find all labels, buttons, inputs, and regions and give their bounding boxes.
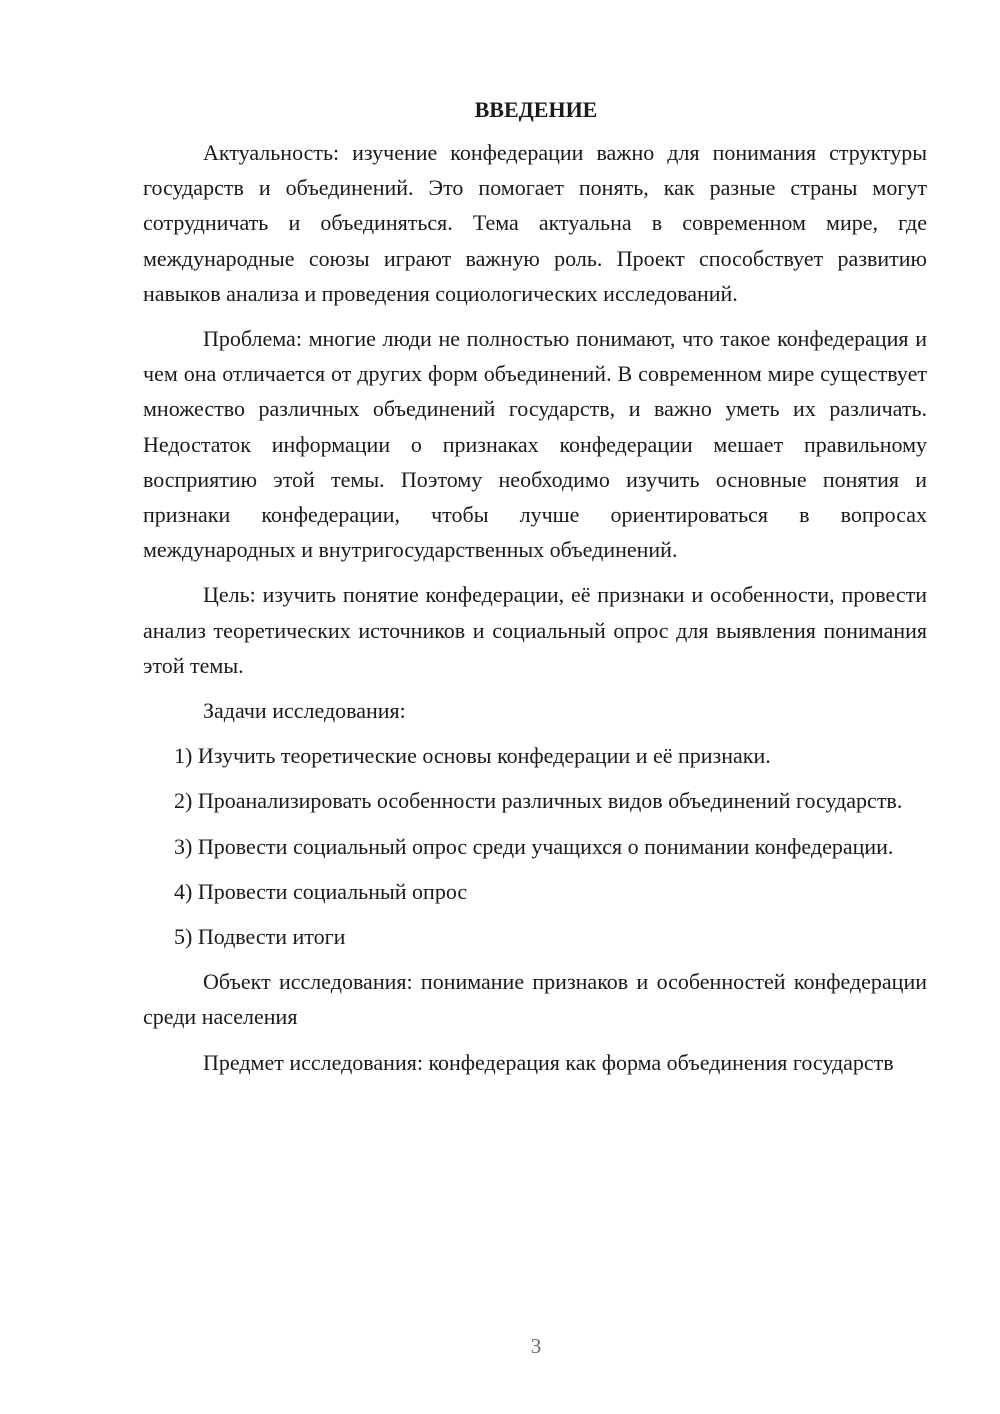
paragraph-subject: Предмет исследования: конфедерация как форма объединения государств <box>203 1049 894 1075</box>
task-item-3: 3) Провести социальный опрос среди учащихся о понимании конфедерации. <box>174 833 894 859</box>
task-item-1: 1) Изучить теоретические основы конфедерации и её признаки. <box>174 743 771 769</box>
tasks-heading: Задачи исследования: <box>203 698 406 724</box>
task-item-4: 4) Провести социальный опрос <box>174 878 468 904</box>
paragraph-object: Объект исследования: понимание признаков и особенностей конфедерации среди населения <box>143 969 927 1030</box>
task-item-5: 5) Подвести итоги <box>174 924 346 950</box>
page-number: 3 <box>530 1334 542 1358</box>
task-item-2: 2) Проанализировать особенности различных видов объединений государств. <box>174 788 903 814</box>
page-content <box>143 95 927 1090</box>
section-title: ВВЕДЕНИЕ <box>474 97 598 122</box>
paragraph-problem: Проблема: многие люди не полностью понимают, что такое конфедерация и чем она отличается от других форм объединений. В современном мире существует множество различных объединений государств, и важно уметь их различать. Недостаток информации о признаках конфедерации мешает правильному восприятию этой темы. Поэтому необходимо изучить основные понятия и признаки конфедерации, чтобы лучше ориентироваться в вопросах международных и внутригосударственных объединений. <box>143 326 927 563</box>
paragraph-relevance: Актуальность: изучение конфедерации важно для понимания структуры государств и объединений. Это помогает понять, как разные страны могут сотрудничать и объединяться. Тема актуальна в современном мире, где международные союзы играют важную роль. Проект способствует развитию навыков анализа и проведения социологических исследований. <box>143 140 927 306</box>
paragraph-goal: Цель: изучить понятие конфедерации, её признаки и особенности, провести анализ теоретических источников и социальный опрос для выявления понимания этой темы. <box>143 582 927 678</box>
